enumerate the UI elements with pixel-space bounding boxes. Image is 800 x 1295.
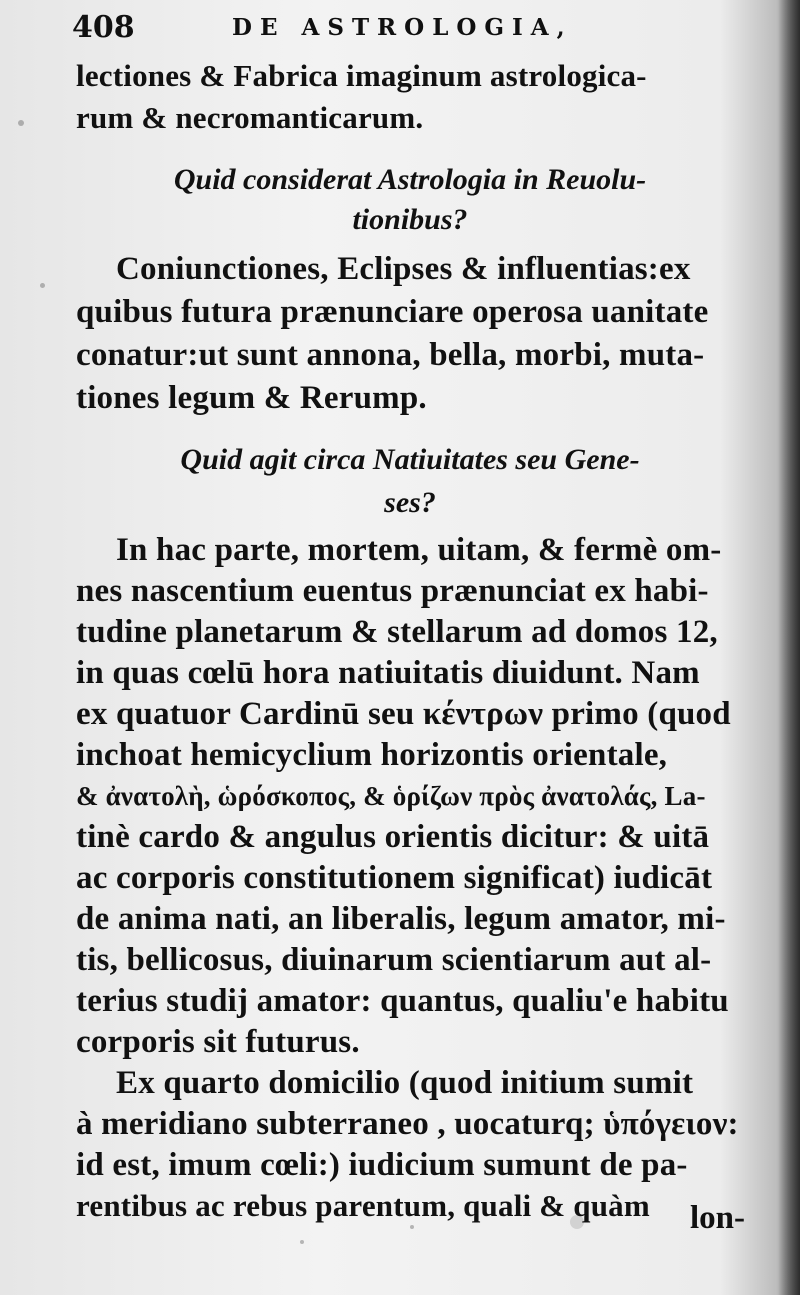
text-line: tinè cardo & angulus orientis dicitur: & uitā: [76, 819, 710, 855]
paper-speck: [18, 120, 24, 126]
text-line: conatur:ut sunt annona, bella, morbi, muta-: [76, 337, 705, 373]
paper-speck: [300, 1240, 304, 1244]
running-head: [72, 10, 712, 50]
text-line: tis, bellicosus, diuinarum scientiarum aut al-: [76, 942, 712, 978]
text-line: quibus futura prænunciare operosa uanitate: [76, 294, 709, 330]
text-line: nes nascentium euentus prænunciat ex habi-: [76, 573, 709, 609]
page-spine-shadow: [778, 0, 800, 1295]
paragraph-first-line: In hac parte, mortem, uitam, & fermè om-: [116, 532, 722, 568]
running-title: DE ASTROLOGIA,: [232, 14, 573, 41]
paragraph-first-line: Coniunctiones, Eclipses & influentias:ex: [116, 251, 691, 287]
text-line: id est, imum cœli:) iudicium sumunt de pa-: [76, 1147, 688, 1183]
text-line: tiones legum & Rerump.: [76, 380, 427, 416]
text-line: ex quatuor Cardinū seu κέντρων primo (quod: [76, 696, 731, 732]
paragraph-first-line: Ex quarto domicilio (quod initium sumit: [116, 1065, 694, 1101]
text-line: in quas cœlū hora natiuitatis diuidunt. Nam: [76, 655, 700, 691]
text-line: rum & necromanticarum.: [76, 100, 424, 135]
text-line: à meridiano subterraneo , uocaturq; ὑπόγειον:: [76, 1106, 739, 1142]
text-line: lectiones & Fabrica imaginum astrologica-: [76, 58, 647, 93]
text-line: corporis sit futurus.: [76, 1024, 360, 1060]
text-line: tudine planetarum & stellarum ad domos 12,: [76, 614, 718, 650]
catchword: lon-: [689, 1200, 745, 1236]
question-heading: tionibus?: [352, 203, 468, 236]
text-line-greek: & ἀνατολὴ, ὡρόσκοπος, & ὁρίζων πρὸς ἀνατολάς, La-: [76, 781, 706, 811]
text-line: terius studij amator: quantus, qualiu'e habitu: [76, 983, 729, 1019]
text-line: rentibus ac rebus parentum, quali & quàm: [76, 1188, 650, 1223]
question-heading: ses?: [384, 486, 436, 519]
paper-speck: [40, 283, 45, 288]
question-heading: Quid considerat Astrologia in Reuolu-: [173, 163, 647, 196]
text-line: inchoat hemicyclium horizontis orientale,: [76, 737, 668, 773]
text-line: de anima nati, an liberalis, legum amator, mi-: [76, 901, 726, 937]
question-heading: Quid agit circa Natiuitates seu Gene-: [180, 443, 640, 476]
page-number: 408: [72, 10, 135, 45]
text-line: ac corporis constitutionem significat) iudicāt: [76, 860, 713, 896]
